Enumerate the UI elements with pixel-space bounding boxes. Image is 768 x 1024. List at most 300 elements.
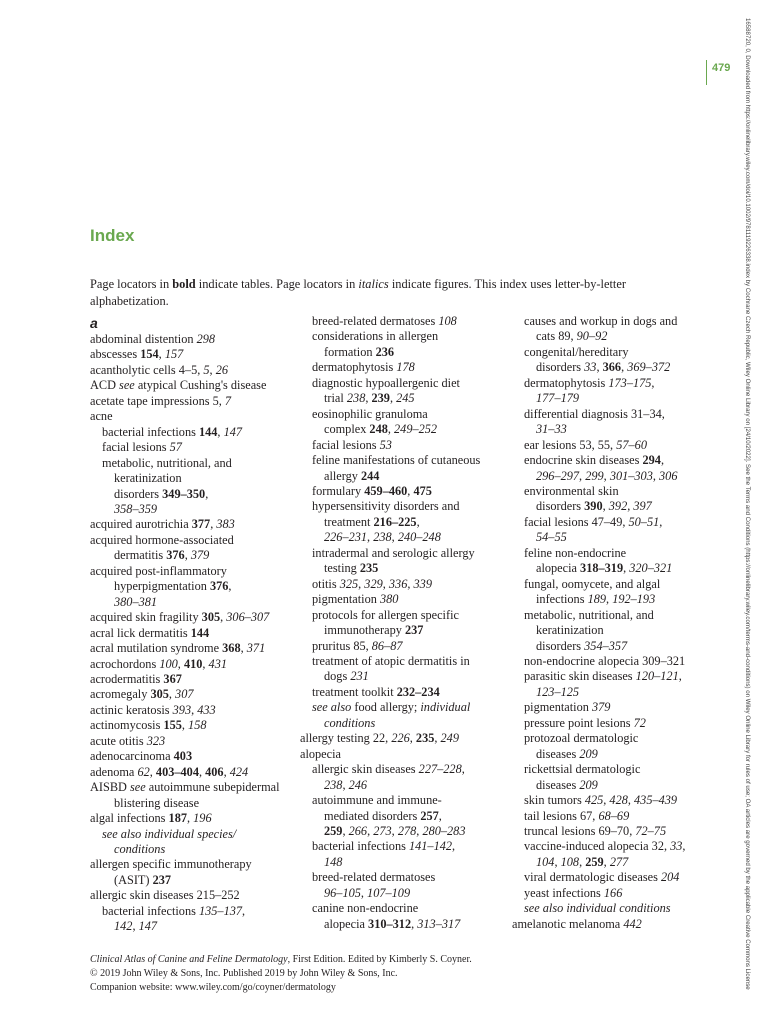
italic-text: 380–381 bbox=[114, 594, 158, 609]
bold-locator: 187 bbox=[168, 811, 187, 826]
text-run: adenoma bbox=[90, 764, 138, 779]
index-entry bbox=[512, 793, 712, 808]
italic-text: 120–121 bbox=[635, 669, 679, 684]
text-run: , bbox=[205, 486, 209, 501]
text-run: acne bbox=[90, 409, 113, 424]
index-entry bbox=[512, 561, 712, 576]
text-run: protozoal dermatologic bbox=[524, 731, 639, 746]
bold-locator: 376 bbox=[166, 548, 185, 563]
italic-text: 296–297 bbox=[536, 468, 580, 483]
italic-text: individual bbox=[420, 700, 471, 715]
italic-text: 135–137 bbox=[198, 903, 243, 918]
italic-text: see bbox=[129, 780, 146, 795]
footer-citation bbox=[90, 953, 690, 967]
text-run: pressure point lesions bbox=[524, 715, 634, 730]
index-entry bbox=[90, 533, 295, 548]
index-entry bbox=[90, 347, 295, 362]
bold-locator: 459–460 bbox=[364, 483, 408, 498]
text-run: , bbox=[202, 656, 209, 671]
bold-locator: 259 bbox=[585, 854, 604, 869]
italic-text: 280–283 bbox=[422, 823, 466, 838]
index-entry bbox=[512, 592, 712, 607]
italic-text: 166 bbox=[603, 885, 623, 900]
text-run: , bbox=[187, 811, 194, 826]
italic-text: 266 bbox=[348, 823, 368, 838]
bold-locator: 235 bbox=[415, 731, 435, 746]
italic-text: 33 bbox=[584, 360, 597, 375]
text-run: pigmentation bbox=[312, 592, 380, 607]
index-entry bbox=[90, 888, 295, 903]
intro-paragraph bbox=[90, 276, 650, 309]
bold-locator: 244 bbox=[361, 468, 380, 483]
index-entry bbox=[300, 839, 500, 854]
text-run: acromegaly bbox=[90, 687, 151, 702]
text-run: yeast infections bbox=[524, 885, 604, 900]
italic-text: Clinical Atlas of Canine and Feline Dermatology bbox=[90, 954, 288, 965]
text-run: allergy testing 22, bbox=[300, 731, 392, 746]
index-entry bbox=[512, 623, 712, 638]
text-run: immunotherapy bbox=[324, 623, 405, 638]
index-entry bbox=[300, 793, 500, 808]
text-run: acral mutilation syndrome bbox=[90, 641, 223, 656]
bold-locator: 377 bbox=[191, 517, 211, 532]
italic-text: 123–125 bbox=[536, 684, 580, 699]
index-entry bbox=[512, 716, 712, 731]
text-run: facial lesions 47–49, bbox=[524, 514, 629, 529]
italic-text: 147 bbox=[138, 919, 158, 934]
italic-text: 209 bbox=[579, 777, 598, 792]
index-entry bbox=[512, 407, 712, 422]
bold-locator: 318–319 bbox=[580, 561, 624, 576]
bold-locator: 376 bbox=[209, 579, 229, 594]
index-entry bbox=[512, 639, 712, 654]
italic-text: 240–248 bbox=[397, 530, 441, 545]
copyright-footer bbox=[90, 953, 690, 995]
italic-text: 196 bbox=[193, 811, 212, 826]
italic-text: 147 bbox=[223, 424, 243, 439]
text-run: acquired hormone-associated bbox=[90, 532, 234, 547]
footer-copyright: © 2019 John Wiley & Sons, Inc. Published 2019 by John Wiley & Sons, Inc. bbox=[90, 968, 398, 979]
text-run: , bbox=[242, 903, 246, 918]
italic-text: 226 bbox=[391, 731, 410, 746]
italic-text: 5 bbox=[203, 362, 210, 377]
text-run: , bbox=[367, 823, 374, 838]
index-entry bbox=[90, 796, 295, 811]
italic-text: 141–142 bbox=[408, 839, 453, 854]
text-run: blistering disease bbox=[114, 795, 200, 810]
index-entry bbox=[512, 669, 712, 684]
bold-locator: 406 bbox=[205, 764, 224, 779]
index-entry bbox=[300, 639, 500, 654]
text-run: , bbox=[596, 360, 603, 375]
bold-locator: 366 bbox=[602, 360, 622, 375]
italic-text: 204 bbox=[660, 870, 680, 885]
text-run: acetate tape impressions 5, bbox=[90, 393, 225, 408]
italic-text: 313–317 bbox=[417, 916, 461, 931]
text-run: , bbox=[389, 391, 397, 406]
text-run: indicate figures. This index uses letter-by-letter alphabetization. bbox=[90, 277, 626, 308]
bold-locator: 475 bbox=[413, 483, 432, 498]
index-entry bbox=[90, 749, 295, 764]
text-run: metabolic, nutritional, and bbox=[524, 607, 654, 622]
text-run: , First Edition. Edited by Kimberly S. Coyner. bbox=[287, 954, 472, 965]
index-entry bbox=[300, 809, 500, 824]
text-run: non-endocrine alopecia 309–321 bbox=[524, 653, 686, 668]
italic-text: 442 bbox=[623, 916, 642, 931]
index-entry bbox=[512, 855, 712, 870]
footer-companion-website: Companion website: www.wiley.com/go/coyner/dermatology bbox=[90, 982, 336, 993]
index-entry bbox=[300, 484, 500, 499]
bold-locator: 235 bbox=[359, 561, 379, 576]
bold-locator: 239 bbox=[371, 391, 390, 406]
text-run: , bbox=[217, 424, 224, 439]
text-run: algal infections bbox=[90, 811, 169, 826]
text-run: alopecia bbox=[536, 561, 581, 576]
index-entry bbox=[512, 422, 712, 437]
text-run: , bbox=[603, 854, 610, 869]
index-entry bbox=[90, 919, 295, 934]
index-entry bbox=[300, 515, 500, 530]
text-run: indicate tables. Page locators in bbox=[195, 277, 359, 291]
text-run: formation bbox=[324, 344, 376, 359]
index-entry bbox=[90, 456, 295, 471]
index-entry bbox=[512, 809, 712, 824]
text-run: , bbox=[461, 762, 465, 777]
text-run: , bbox=[411, 916, 418, 931]
text-run: canine non-endocrine bbox=[312, 901, 419, 916]
italic-text: 100 bbox=[159, 656, 178, 671]
text-run: , bbox=[579, 854, 586, 869]
text-run: allergen specific immunotherapy bbox=[90, 857, 252, 872]
text-run: autoimmune and immune- bbox=[312, 793, 442, 808]
text-run: , bbox=[652, 468, 660, 483]
index-entry bbox=[90, 363, 295, 378]
text-run: Page locators in bbox=[90, 277, 173, 291]
index-entry bbox=[300, 901, 500, 916]
italic-text: see also individual conditions bbox=[524, 901, 671, 916]
index-entry bbox=[512, 824, 712, 839]
index-entry bbox=[90, 672, 295, 687]
text-run: food allergy; bbox=[351, 700, 421, 715]
italic-text: 157 bbox=[164, 347, 184, 362]
text-run: , bbox=[198, 764, 206, 779]
italic-text: 393 bbox=[172, 702, 192, 717]
index-entry bbox=[512, 438, 712, 453]
index-entry bbox=[512, 453, 712, 468]
text-run: acantholytic cells 4–5, bbox=[90, 362, 204, 377]
italic-text: conditions bbox=[114, 841, 166, 856]
index-entry bbox=[512, 839, 712, 854]
text-run: , bbox=[132, 919, 139, 934]
index-entry bbox=[90, 610, 295, 625]
italic-text: 425 bbox=[584, 793, 604, 808]
index-entry bbox=[512, 762, 712, 777]
text-run: feline manifestations of cutaneous bbox=[312, 453, 481, 468]
text-run: , bbox=[342, 777, 349, 792]
index-entry bbox=[300, 917, 500, 932]
index-entry bbox=[90, 440, 295, 455]
index-entry bbox=[300, 438, 500, 453]
text-run: , bbox=[603, 793, 610, 808]
italic-text: 68–69 bbox=[598, 808, 630, 823]
italic-text: 431 bbox=[208, 656, 227, 671]
text-run: environmental skin bbox=[524, 483, 619, 498]
bold-locator: 248 bbox=[369, 422, 388, 437]
italic-text: 238 bbox=[373, 530, 392, 545]
section-letter: a bbox=[90, 315, 98, 331]
index-entry bbox=[512, 376, 712, 391]
index-entry bbox=[512, 345, 712, 360]
text-run: dermatitis bbox=[114, 548, 167, 563]
index-entry bbox=[300, 669, 500, 684]
italic-text: 158 bbox=[188, 718, 207, 733]
text-run: otitis bbox=[312, 576, 340, 591]
text-run: facial lesions bbox=[102, 440, 170, 455]
text-run: acral lick dermatitis bbox=[90, 625, 191, 640]
bold-locator: 305 bbox=[201, 610, 221, 625]
index-entry bbox=[300, 561, 500, 576]
text-run: bacterial infections bbox=[102, 424, 199, 439]
italic-text: 424 bbox=[229, 764, 249, 779]
text-run: acute otitis bbox=[90, 733, 147, 748]
bold-locator: 155 bbox=[163, 718, 182, 733]
text-run: fungal, oomycete, and algal bbox=[524, 576, 661, 591]
index-entry bbox=[90, 842, 295, 857]
index-entry bbox=[512, 484, 712, 499]
italic-text: 107–109 bbox=[367, 885, 411, 900]
italic-text: 227–228 bbox=[418, 762, 462, 777]
italic-text: 323 bbox=[146, 733, 166, 748]
italic-text: 192–193 bbox=[612, 592, 656, 607]
italic-text: 178 bbox=[396, 360, 415, 375]
text-run: dermatophytosis bbox=[524, 375, 609, 390]
index-entry bbox=[90, 564, 295, 579]
index-entry bbox=[300, 577, 500, 592]
italic-text: 435–439 bbox=[634, 793, 678, 808]
text-run: , bbox=[602, 499, 609, 514]
text-run: , bbox=[342, 823, 349, 838]
index-entry bbox=[300, 422, 500, 437]
index-entry bbox=[300, 824, 500, 839]
page-number-rule bbox=[706, 60, 707, 85]
text-run: , bbox=[407, 483, 414, 498]
index-entry bbox=[300, 870, 500, 885]
text-run: abscesses bbox=[90, 347, 141, 362]
text-run: , bbox=[416, 514, 420, 529]
italic-text: 53 bbox=[379, 437, 392, 452]
italic-text: 173–175 bbox=[608, 375, 652, 390]
text-run: , bbox=[678, 669, 682, 684]
text-run: , bbox=[416, 823, 423, 838]
text-run: alopecia bbox=[324, 916, 369, 931]
italic-text: 299 bbox=[585, 468, 604, 483]
text-run: vaccine-induced alopecia 32, bbox=[524, 839, 671, 854]
index-entry bbox=[512, 654, 712, 669]
italic-text: 96–105 bbox=[324, 885, 361, 900]
text-run: , bbox=[158, 347, 165, 362]
text-run: alopecia bbox=[300, 746, 341, 761]
index-entry bbox=[300, 685, 500, 700]
text-run: amelanotic melanoma bbox=[512, 916, 624, 931]
italic-text: 33 bbox=[670, 839, 683, 854]
text-run: , bbox=[407, 576, 414, 591]
text-run: acquired skin fragility bbox=[90, 610, 202, 625]
index-entry bbox=[300, 855, 500, 870]
bold-locator: 310–312 bbox=[368, 916, 412, 931]
index-entry bbox=[300, 716, 500, 731]
text-run: disorders bbox=[114, 486, 163, 501]
text-run: , bbox=[623, 561, 630, 576]
text-run: actinomycosis bbox=[90, 718, 164, 733]
index-entry bbox=[300, 700, 500, 715]
text-run: ear lesions 53, 55, bbox=[524, 437, 617, 452]
italic-text: conditions bbox=[324, 715, 376, 730]
index-entry bbox=[300, 731, 500, 746]
index-entry bbox=[512, 577, 712, 592]
text-run: autoimmune subepidermal bbox=[145, 780, 280, 795]
text-run: , bbox=[621, 360, 628, 375]
text-run: , bbox=[606, 592, 613, 607]
italic-text: 72–75 bbox=[635, 823, 667, 838]
text-run: disorders bbox=[536, 638, 585, 653]
index-entry bbox=[90, 765, 295, 780]
italic-text: see also individual species/ bbox=[102, 826, 237, 841]
text-run: , bbox=[210, 517, 217, 532]
index-entry bbox=[300, 453, 500, 468]
italic-text: 209 bbox=[579, 746, 598, 761]
index-entry bbox=[300, 345, 500, 360]
italic-text: 231 bbox=[350, 669, 369, 684]
text-run: allergic skin diseases 215–252 bbox=[90, 888, 240, 903]
index-entry bbox=[300, 762, 500, 777]
index-entry bbox=[90, 487, 295, 502]
text-run: AISBD bbox=[90, 780, 130, 795]
italic-text: 320–321 bbox=[629, 561, 673, 576]
text-run: , bbox=[358, 576, 365, 591]
text-run: viral dermatologic diseases bbox=[524, 870, 661, 885]
index-entry bbox=[512, 360, 712, 375]
text-run: , bbox=[659, 514, 663, 529]
index-entry bbox=[90, 378, 295, 393]
italic-text: 273 bbox=[373, 823, 392, 838]
text-run: , bbox=[184, 548, 191, 563]
italic-text: 108 bbox=[560, 854, 580, 869]
index-entry bbox=[512, 700, 712, 715]
page-number: 479 bbox=[712, 62, 731, 74]
text-run: , bbox=[228, 579, 232, 594]
index-column-2 bbox=[300, 314, 500, 932]
text-run: complex bbox=[324, 422, 370, 437]
index-entry bbox=[90, 827, 295, 842]
index-entry bbox=[90, 873, 295, 888]
text-run: allergy bbox=[324, 468, 361, 483]
italic-text: 31–33 bbox=[536, 422, 567, 437]
italic-text: 379 bbox=[591, 700, 611, 715]
index-entry bbox=[300, 608, 500, 623]
text-run: metabolic, nutritional, and bbox=[102, 455, 232, 470]
index-entry bbox=[512, 917, 712, 932]
text-run: , bbox=[409, 731, 416, 746]
italic-text: 329 bbox=[364, 576, 383, 591]
text-run: feline non-endocrine bbox=[524, 545, 627, 560]
text-run: acquired post-inflammatory bbox=[90, 563, 227, 578]
index-entry bbox=[512, 901, 712, 916]
italic-text: 57 bbox=[169, 440, 182, 455]
index-entry bbox=[90, 471, 295, 486]
text-run: protocols for allergen specific bbox=[312, 607, 459, 622]
italic-text: 104 bbox=[536, 854, 555, 869]
index-entry bbox=[90, 687, 295, 702]
italic-text: 277 bbox=[609, 854, 629, 869]
index-entry bbox=[90, 332, 295, 347]
italic-text: 50–51 bbox=[628, 514, 660, 529]
italic-text: 428 bbox=[609, 793, 628, 808]
text-run: pruritus 85, bbox=[312, 638, 372, 653]
index-entry bbox=[300, 376, 500, 391]
text-run: , bbox=[627, 793, 635, 808]
bold-locator: 403–404 bbox=[155, 764, 199, 779]
index-entry bbox=[512, 329, 712, 344]
italic-text: 380 bbox=[379, 592, 399, 607]
italic-text: 379 bbox=[190, 548, 210, 563]
text-run: causes and workup in dogs and bbox=[524, 314, 678, 328]
italic-text: see bbox=[119, 378, 135, 393]
text-run: , bbox=[181, 718, 189, 733]
index-entry bbox=[512, 515, 712, 530]
index-entry bbox=[300, 546, 500, 561]
italic-text: 339 bbox=[413, 576, 432, 591]
italic-text: 226–231 bbox=[324, 530, 368, 545]
italic-text: 238 bbox=[346, 391, 366, 406]
italic-text: 62 bbox=[137, 764, 150, 779]
index-entry bbox=[512, 391, 712, 406]
bold-locator: 390 bbox=[584, 499, 603, 514]
italic-text: 249–252 bbox=[394, 422, 438, 437]
text-run: allergic skin diseases bbox=[312, 762, 419, 777]
text-run: abdominal distention bbox=[90, 332, 197, 346]
text-run: eosinophilic granuloma bbox=[312, 406, 428, 421]
italic-text: 26 bbox=[215, 362, 228, 377]
text-run: ACD bbox=[90, 378, 120, 393]
italic-text: 301–303 bbox=[609, 468, 653, 483]
text-run: dogs bbox=[324, 669, 351, 684]
text-run: , bbox=[391, 530, 398, 545]
text-run: trial bbox=[324, 391, 347, 406]
text-run: , bbox=[651, 375, 655, 390]
bold-locator: 305 bbox=[150, 687, 169, 702]
text-run: testing bbox=[324, 561, 360, 576]
index-entry bbox=[512, 546, 712, 561]
index-entry bbox=[300, 499, 500, 514]
text-run: keratinization bbox=[114, 471, 182, 486]
bold-locator: bold bbox=[172, 277, 196, 291]
text-run: diseases bbox=[536, 746, 580, 761]
text-run: , bbox=[438, 808, 442, 823]
bold-locator: 403 bbox=[173, 749, 193, 764]
index-entry bbox=[90, 734, 295, 749]
text-run: treatment of atopic dermatitis in bbox=[312, 653, 470, 668]
text-run: keratinization bbox=[536, 623, 604, 638]
text-run: tail lesions 67, bbox=[524, 808, 599, 823]
italic-text: italics bbox=[358, 277, 389, 291]
text-run: , bbox=[223, 764, 230, 779]
text-run: , bbox=[382, 576, 389, 591]
text-run: skin tumors bbox=[524, 793, 585, 808]
text-run: (ASIT) bbox=[114, 872, 153, 887]
text-run: , bbox=[391, 823, 398, 838]
bold-locator: 154 bbox=[140, 347, 159, 362]
index-entry bbox=[512, 886, 712, 901]
